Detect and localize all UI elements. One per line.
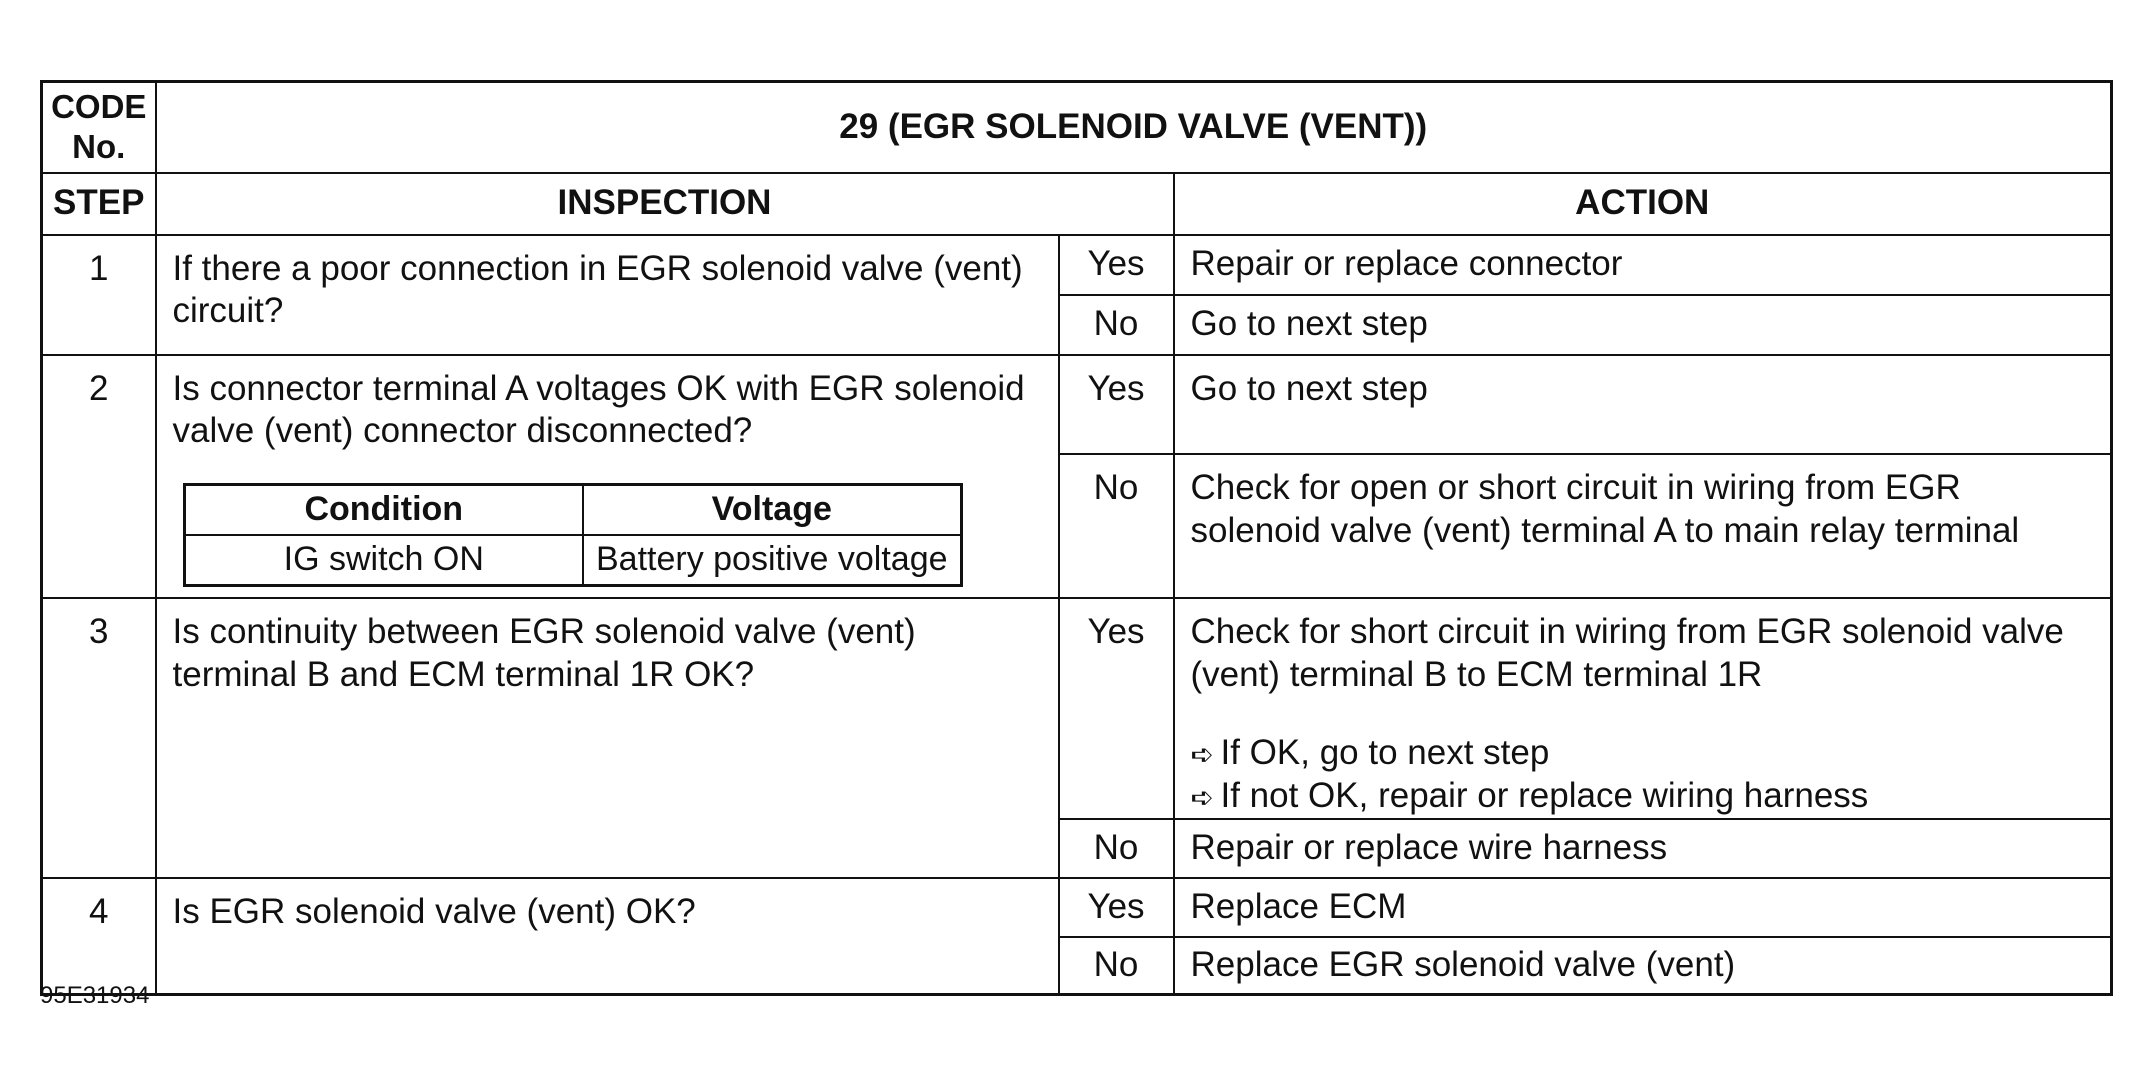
action-column-header: ACTION [1174, 173, 2112, 235]
voltage-header: Voltage [583, 484, 961, 535]
step-number: 4 [42, 878, 156, 995]
no-label: No [1059, 454, 1174, 598]
inspection-column-header: INSPECTION [156, 173, 1174, 235]
diagnosis-table [40, 80, 2113, 996]
step-3-yes-row [42, 598, 2112, 819]
voltage-value: Battery positive voltage [583, 535, 961, 586]
step-1-yes-row [42, 235, 2112, 295]
step-column-header: STEP [42, 173, 156, 235]
yes-label: Yes [1059, 598, 1174, 819]
yes-action: Go to next step [1174, 355, 2112, 454]
inspection-text: If there a poor connection in EGR solenoid valve (vent) circuit? [156, 235, 1059, 355]
condition-value: IG switch ON [184, 535, 583, 586]
yes-action: Repair or replace connector [1174, 235, 2112, 295]
sub-instruction [1191, 732, 2095, 775]
no-label: No [1059, 819, 1174, 878]
inspection-text: Is continuity between EGR solenoid valve (vent) terminal B and ECM terminal 1R OK? [156, 598, 1059, 878]
yes-action-cell [1174, 598, 2112, 819]
no-label: No [1059, 295, 1174, 355]
condition-header: Condition [184, 484, 583, 535]
condition-table [183, 483, 963, 587]
no-action: Go to next step [1174, 295, 2112, 355]
step-number: 1 [42, 235, 156, 355]
arrow-right-icon: ➪ [1190, 739, 1214, 771]
arrow-right-icon: ➪ [1190, 781, 1214, 813]
no-label: No [1059, 937, 1174, 995]
code-title: 29 (EGR SOLENOID VALVE (VENT)) [156, 82, 2112, 173]
yes-label: Yes [1059, 355, 1174, 454]
no-action: Replace EGR solenoid valve (vent) [1174, 937, 2112, 995]
no-action: Repair or replace wire harness [1174, 819, 2112, 878]
step-number: 2 [42, 355, 156, 598]
yes-label: Yes [1059, 878, 1174, 937]
yes-action: Replace ECM [1174, 878, 2112, 937]
figure-id: 95E31934 [40, 982, 150, 1009]
inspection-text: Is EGR solenoid valve (vent) OK? [156, 878, 1059, 995]
step-number: 3 [42, 598, 156, 878]
code-number-label: CODE No. [42, 82, 156, 173]
sub-instruction-text: If not OK, repair or replace wiring harness [1220, 775, 1869, 815]
yes-action: Check for short circuit in wiring from EGR solenoid valve (vent) terminal B to ECM terminal 1R [1190, 611, 2064, 694]
step-2-yes-row [42, 355, 2112, 454]
yes-label: Yes [1059, 235, 1174, 295]
sub-instruction-text: If OK, go to next step [1220, 733, 1550, 773]
sub-instruction [1191, 775, 2095, 818]
inspection-cell [156, 355, 1059, 598]
no-action: Check for open or short circuit in wiring from EGR solenoid valve (vent) terminal A to main relay terminal [1174, 454, 2112, 598]
inspection-text: Is connector terminal A voltages OK with EGR solenoid valve (vent) connector disconnected? [172, 368, 1025, 451]
step-4-yes-row [42, 878, 2112, 937]
